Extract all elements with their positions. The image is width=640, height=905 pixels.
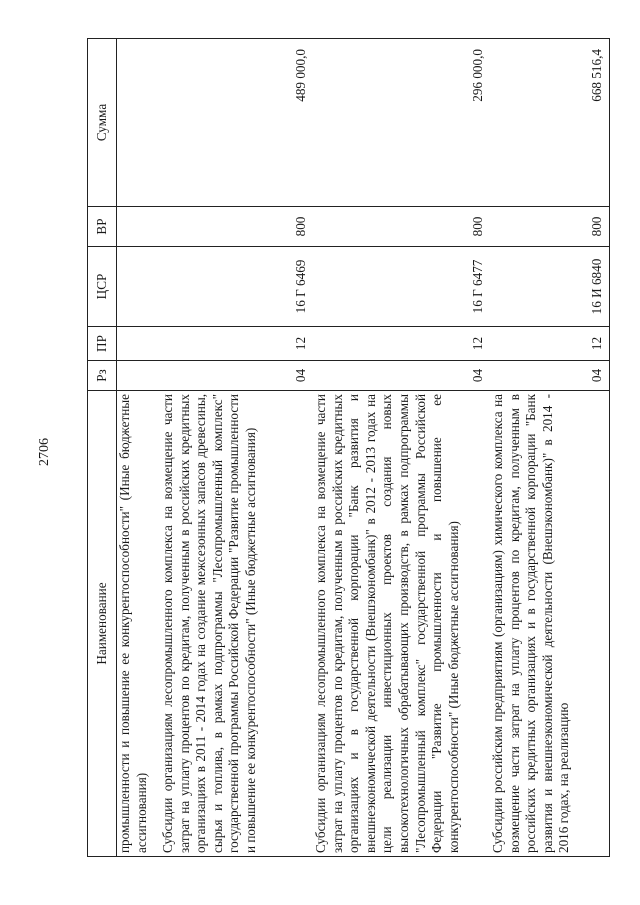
table-row	[117, 39, 161, 857]
row-name-cell: Субсидии организациям лесопромышленного комплекса на возмещение части затрат на уплату процентов по кредитам, полученным в российских кредитных организациях и в государственной корпорации "Банк развития и внешнеэкономической деятельности (Внешэкономбанк)" в 2012 - 2013 годах на цели реализации инвестиционных проектов создания новых высокотехнологичных обрабатывающих производств, в рамках подпрограммы "Лесопромышленный комплекс" государственной программы Российской Федерации "Развитие промышленности и повышение ее конкурентоспособности" (Иные бюджетные ассигнования)	[313, 391, 490, 857]
row-name-cell: Субсидии организациям лесопромышленного комплекса на возмещение части затрат на уплату процентов по кредитам, полученным в российских кредитных организациях в 2011 - 2014 годах на создание межсезонных запасов древесины, сырья и топлива, в рамках подпрограммы "Лесопромышленный комплекс" государственной программы Российской Федерации "Развитие промышленности и повышение ее конкурентоспособности" (Иные бюджетные ассигнования)	[160, 391, 313, 857]
row-rz-cell	[117, 361, 161, 391]
row-pr-cell: 12	[313, 327, 490, 361]
row-vr-cell: 800	[490, 207, 610, 247]
row-pr-cell: 12	[490, 327, 610, 361]
row-name-cell: промышленности и повышение ее конкурентоспособности" (Иные бюджетные ассигнования)	[117, 391, 161, 857]
row-rz-cell: 04	[490, 361, 610, 391]
row-rz-cell: 04	[313, 361, 490, 391]
row-sum-cell: 668 516,4	[490, 39, 610, 207]
budget-table	[87, 38, 610, 857]
rotated-page-content	[87, 39, 605, 857]
header-csr: ЦСР	[88, 247, 117, 327]
row-sum-cell: 296 000,0	[313, 39, 490, 207]
row-vr-cell: 800	[160, 207, 313, 247]
row-csr-cell: 16 Г 6477	[313, 247, 490, 327]
row-csr-cell	[117, 247, 161, 327]
header-rz: Рз	[88, 361, 117, 391]
row-sum-cell: 489 000,0	[160, 39, 313, 207]
table-row	[313, 39, 490, 857]
header-sum: Сумма	[88, 39, 117, 207]
header-name: Наименование	[88, 391, 117, 857]
row-pr-cell	[117, 327, 161, 361]
row-vr-cell: 800	[313, 207, 490, 247]
table-header-row	[88, 39, 117, 857]
header-pr: ПР	[88, 327, 117, 361]
header-vr: ВР	[88, 207, 117, 247]
row-vr-cell	[117, 207, 161, 247]
row-name-cell: Субсидии российским предприятиям (организациям) химического комплекса на возмещение части затрат на уплату процентов по кредитам, полученным в российских кредитных организациях и в государственной корпорации "Банк развития и внешнеэкономической деятельности (Внешэкономбанк)" в 2014 - 2016 годах, на реализацию	[490, 391, 610, 857]
row-csr-cell: 16 Г 6469	[160, 247, 313, 327]
row-rz-cell: 04	[160, 361, 313, 391]
page-number: 2706	[37, 438, 52, 466]
row-pr-cell: 12	[160, 327, 313, 361]
table-row	[160, 39, 313, 857]
row-csr-cell: 16 И 6840	[490, 247, 610, 327]
table-row	[490, 39, 610, 857]
row-sum-cell	[117, 39, 161, 207]
